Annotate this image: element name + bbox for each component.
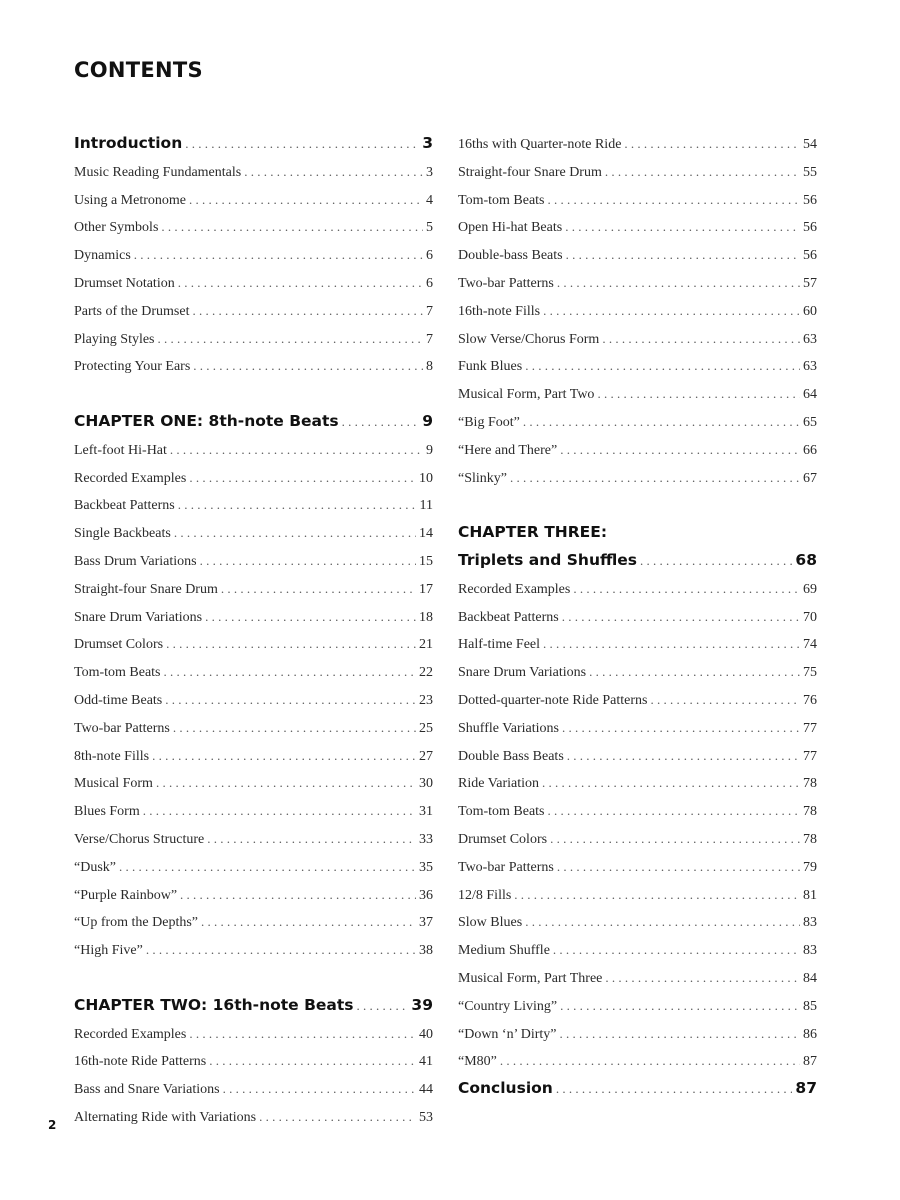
toc-entry[interactable] xyxy=(74,825,433,853)
toc-page-number: 78 xyxy=(803,776,817,792)
dot-leader xyxy=(165,686,416,714)
toc-page-number: 21 xyxy=(419,637,433,653)
toc-entry[interactable] xyxy=(74,742,433,770)
toc-page-number: 15 xyxy=(419,553,433,569)
toc-entry[interactable] xyxy=(458,575,817,603)
toc-page-number: 53 xyxy=(419,1109,433,1125)
toc-page-number: 57 xyxy=(803,275,817,291)
toc-entry[interactable] xyxy=(458,797,817,825)
toc-entry-title: Conclusion xyxy=(458,1079,553,1098)
toc-entry[interactable] xyxy=(458,297,817,325)
toc-page-number: 87 xyxy=(803,1054,817,1070)
toc-entry[interactable] xyxy=(74,241,433,269)
toc-entry-title: Musical Form, Part Three xyxy=(458,970,603,986)
dot-leader xyxy=(178,491,417,519)
dot-leader xyxy=(178,269,423,297)
toc-entry-title: 12/8 Fills xyxy=(458,887,512,903)
toc-entry[interactable] xyxy=(458,325,817,353)
toc-entry[interactable] xyxy=(458,186,817,214)
toc-entry-title: Funk Blues xyxy=(458,359,523,375)
toc-page-number: 33 xyxy=(419,831,433,847)
toc-entry-title: CHAPTER ONE: 8th-note Beats xyxy=(74,411,339,430)
toc-page-number: 8 xyxy=(426,359,433,375)
page-title: CONTENTS xyxy=(74,58,203,82)
toc-entry-title: Protecting Your Ears xyxy=(74,359,191,375)
toc-entry-title: Drumset Colors xyxy=(458,831,548,847)
toc-entry-title: Double Bass Beats xyxy=(458,748,564,764)
toc-entry-title: CHAPTER THREE: xyxy=(458,523,608,542)
toc-entry[interactable] xyxy=(458,158,817,186)
toc-page-number: 56 xyxy=(803,192,817,208)
toc-entry-title: Playing Styles xyxy=(74,331,155,347)
toc-page-number: 11 xyxy=(419,498,433,514)
toc-entry[interactable] xyxy=(74,158,433,186)
dot-leader xyxy=(342,408,420,436)
dot-leader xyxy=(189,186,423,214)
toc-entry[interactable] xyxy=(458,908,817,936)
toc-entry-title: Drumset Colors xyxy=(74,637,164,653)
toc-entry[interactable] xyxy=(458,936,817,964)
toc-entry[interactable] xyxy=(74,769,433,797)
toc-page-number: 77 xyxy=(803,748,817,764)
toc-section-heading[interactable] xyxy=(74,408,433,436)
dot-leader xyxy=(562,714,800,742)
toc-page-number: 78 xyxy=(803,804,817,820)
toc-entry-title: Shuffle Variations xyxy=(458,720,559,736)
toc-entry-title: Bass Drum Variations xyxy=(74,553,197,569)
toc-page-number: 85 xyxy=(803,998,817,1014)
toc-entry[interactable] xyxy=(458,714,817,742)
dot-leader xyxy=(560,1020,801,1048)
toc-page-number: 54 xyxy=(803,137,817,152)
toc-entry[interactable] xyxy=(74,1047,433,1075)
dot-leader xyxy=(567,742,800,770)
toc-page-number: 68 xyxy=(795,550,817,569)
page-number: 2 xyxy=(48,1118,57,1132)
toc-entry-title: CHAPTER TWO: 16th-note Beats xyxy=(74,995,354,1014)
dot-leader xyxy=(557,853,800,881)
toc-entry-title: “M80” xyxy=(458,1054,497,1070)
toc-section-heading[interactable] xyxy=(458,547,817,575)
toc-entry[interactable] xyxy=(458,464,817,492)
toc-page-number: 87 xyxy=(795,1079,817,1098)
toc-entry-title: Double-bass Beats xyxy=(458,248,563,264)
toc-page-number: 30 xyxy=(419,776,433,792)
toc-page-number: 4 xyxy=(426,192,433,208)
toc-page-number: 81 xyxy=(803,887,817,903)
toc-entry[interactable] xyxy=(74,519,433,547)
dot-leader xyxy=(624,130,800,158)
toc-entry-title: Parts of the Drumset xyxy=(74,303,190,319)
toc-page-number: 39 xyxy=(411,995,433,1014)
toc-entry[interactable] xyxy=(74,714,433,742)
toc-entry-title: 16th-note Fills xyxy=(458,303,541,319)
toc-entry-title: Two-bar Patterns xyxy=(74,720,170,736)
toc-entry[interactable] xyxy=(458,1020,817,1048)
dot-leader xyxy=(560,992,800,1020)
dot-leader xyxy=(650,686,800,714)
toc-entry-title: Dotted-quarter-note Ride Patterns xyxy=(458,692,648,708)
toc-entry-title: Blues Form xyxy=(74,804,140,820)
dot-leader xyxy=(166,630,416,658)
dot-leader xyxy=(589,658,800,686)
toc-entry-title: Verse/Chorus Structure xyxy=(74,831,205,847)
toc-entry[interactable] xyxy=(458,130,817,158)
toc-entry[interactable] xyxy=(74,575,433,603)
toc-entry[interactable] xyxy=(74,325,433,353)
dot-leader xyxy=(192,297,423,325)
toc-page-number: 25 xyxy=(419,720,433,736)
toc-entry[interactable] xyxy=(74,658,433,686)
dot-leader xyxy=(640,547,792,575)
toc-page-number: 55 xyxy=(803,164,817,180)
toc-page-number: 66 xyxy=(803,442,817,458)
toc-entry-title: Backbeat Patterns xyxy=(74,498,175,514)
toc-entry-title: “High Five” xyxy=(74,943,143,959)
toc-page-number: 79 xyxy=(803,859,817,875)
dot-leader xyxy=(209,1047,416,1075)
dot-leader xyxy=(207,825,416,853)
toc-entry-title: 16th-note Ride Patterns xyxy=(74,1054,207,1070)
toc-entry[interactable] xyxy=(458,630,817,658)
toc-entry-title: “Down ‘n’ Dirty” xyxy=(458,1026,557,1042)
toc-page-number: 86 xyxy=(803,1026,817,1042)
dot-leader xyxy=(173,714,416,742)
toc-entry[interactable] xyxy=(458,352,817,380)
dot-leader xyxy=(189,1020,416,1048)
toc-entry[interactable] xyxy=(74,881,433,909)
dot-leader xyxy=(556,1075,793,1103)
toc-page-number: 9 xyxy=(422,411,433,430)
toc-entry[interactable] xyxy=(458,853,817,881)
dot-leader xyxy=(550,825,800,853)
dot-leader xyxy=(510,464,800,492)
toc-section-heading[interactable] xyxy=(74,130,433,158)
toc-entry[interactable] xyxy=(74,547,433,575)
dot-leader xyxy=(357,992,409,1020)
toc-entry-title: Recorded Examples xyxy=(458,581,571,597)
toc-entry-title: 16ths with Quarter-note Ride xyxy=(458,137,622,152)
toc-page-number: 56 xyxy=(803,220,817,236)
toc-page-number: 7 xyxy=(426,303,433,319)
toc-entry-title: Slow Blues xyxy=(458,915,523,931)
toc-entry[interactable] xyxy=(74,269,433,297)
toc-entry-title: “Country Living” xyxy=(458,998,558,1014)
toc-entry-title: Ride Variation xyxy=(458,776,540,792)
toc-left-column xyxy=(74,130,433,1131)
toc-page-number: 83 xyxy=(803,943,817,959)
dot-leader xyxy=(152,742,416,770)
dot-leader xyxy=(542,769,800,797)
toc-entry[interactable] xyxy=(74,1103,433,1131)
dot-leader xyxy=(523,408,800,436)
toc-entry-title: Snare Drum Variations xyxy=(74,609,203,625)
toc-entry[interactable] xyxy=(458,769,817,797)
toc-page-number: 69 xyxy=(803,581,817,597)
dot-leader xyxy=(548,797,800,825)
toc-page-number: 6 xyxy=(426,248,433,264)
toc-entry-title: Recorded Examples xyxy=(74,470,187,486)
toc-page-number: 31 xyxy=(419,804,433,820)
toc-spacer xyxy=(458,491,817,519)
toc-entry[interactable] xyxy=(74,491,433,519)
dot-leader xyxy=(200,547,416,575)
toc-page-number: 67 xyxy=(803,470,817,486)
toc-page-number: 84 xyxy=(803,970,817,986)
toc-entry[interactable] xyxy=(458,742,817,770)
dot-leader xyxy=(161,213,423,241)
dot-leader xyxy=(189,464,416,492)
dot-leader xyxy=(565,213,800,241)
toc-entry[interactable] xyxy=(458,1047,817,1075)
toc-entry[interactable] xyxy=(74,464,433,492)
toc-entry-title: Two-bar Patterns xyxy=(458,275,554,291)
toc-entry-title: Left-foot Hi-Hat xyxy=(74,442,167,458)
toc-entry[interactable] xyxy=(74,936,433,964)
toc-entry[interactable] xyxy=(458,881,817,909)
dot-leader xyxy=(146,936,416,964)
toc-page-number: 60 xyxy=(803,303,817,319)
toc-entry-title: “Purple Rainbow” xyxy=(74,887,178,903)
toc-page-number: 17 xyxy=(419,581,433,597)
toc-entry[interactable] xyxy=(74,1075,433,1103)
dot-leader xyxy=(185,130,419,158)
toc-entry[interactable] xyxy=(458,380,817,408)
toc-entry[interactable] xyxy=(74,186,433,214)
toc-entry-title: Bass and Snare Variations xyxy=(74,1082,220,1098)
toc-entry-title: Drumset Notation xyxy=(74,275,175,291)
toc-page-number: 37 xyxy=(419,915,433,931)
toc-entry-title: “Slinky” xyxy=(458,470,507,486)
toc-entry-title: Tom-tom Beats xyxy=(458,192,545,208)
dot-leader xyxy=(597,380,800,408)
toc-entry-title: Straight-four Snare Drum xyxy=(74,581,218,597)
toc-page-number: 76 xyxy=(803,692,817,708)
toc-page-number: 22 xyxy=(419,665,433,681)
toc-page-number: 40 xyxy=(419,1026,433,1042)
toc-page-number: 41 xyxy=(419,1054,433,1070)
toc-page-number: 78 xyxy=(803,831,817,847)
dot-leader xyxy=(244,158,423,186)
toc-page-number: 18 xyxy=(419,609,433,625)
toc-entry[interactable] xyxy=(74,213,433,241)
toc-entry[interactable] xyxy=(74,297,433,325)
toc-page-number: 14 xyxy=(419,526,433,542)
toc-entry-title: 8th-note Fills xyxy=(74,748,150,764)
toc-entry[interactable] xyxy=(74,436,433,464)
toc-entry-title: Music Reading Fundamentals xyxy=(74,164,242,180)
dot-leader xyxy=(119,853,416,881)
toc-entry[interactable] xyxy=(74,853,433,881)
toc-entry-title: Half-time Feel xyxy=(458,637,541,653)
dot-leader xyxy=(205,603,416,631)
dot-leader xyxy=(221,575,416,603)
toc-entry-title: Backbeat Patterns xyxy=(458,609,559,625)
toc-page-number: 7 xyxy=(426,331,433,347)
toc-page-number: 3 xyxy=(426,164,433,180)
toc-page-number: 77 xyxy=(803,720,817,736)
toc-page-number: 64 xyxy=(803,387,817,403)
toc-entry-title: Introduction xyxy=(74,134,183,152)
toc-spacer xyxy=(74,380,433,408)
dot-leader xyxy=(525,352,800,380)
toc-right-column xyxy=(458,130,817,1103)
toc-page-number: 27 xyxy=(419,748,433,764)
dot-leader xyxy=(158,325,423,353)
dot-leader xyxy=(525,908,800,936)
dot-leader xyxy=(605,964,800,992)
toc-entry-title: Other Symbols xyxy=(74,220,159,236)
toc-entry[interactable] xyxy=(74,603,433,631)
toc-entry-title: “Big Foot” xyxy=(458,414,520,430)
toc-section-heading[interactable] xyxy=(74,992,433,1020)
toc-entry[interactable] xyxy=(74,686,433,714)
toc-entry-title: “Here and There” xyxy=(458,442,558,458)
toc-entry-title: Odd-time Beats xyxy=(74,692,163,708)
toc-page-number: 36 xyxy=(419,887,433,903)
dot-leader xyxy=(573,575,800,603)
toc-entry[interactable] xyxy=(458,658,817,686)
dot-leader xyxy=(560,436,800,464)
dot-leader xyxy=(143,797,416,825)
dot-leader xyxy=(500,1047,800,1075)
toc-page-number: 65 xyxy=(803,414,817,430)
toc-entry-title: Straight-four Snare Drum xyxy=(458,164,602,180)
toc-page-number: 38 xyxy=(419,943,433,959)
toc-entry-title: Musical Form, Part Two xyxy=(458,387,595,403)
dot-leader xyxy=(602,325,800,353)
dot-leader xyxy=(156,769,416,797)
dot-leader xyxy=(193,352,423,380)
toc-entry[interactable] xyxy=(74,797,433,825)
toc-entry-title: Open Hi-hat Beats xyxy=(458,220,563,236)
dot-leader xyxy=(566,241,800,269)
toc-entry[interactable] xyxy=(458,213,817,241)
toc-page-number: 70 xyxy=(803,609,817,625)
toc-entry-title: Musical Form xyxy=(74,776,153,792)
toc-entry[interactable] xyxy=(74,908,433,936)
toc-page-number: 63 xyxy=(803,359,817,375)
toc-page-number: 74 xyxy=(803,637,817,653)
dot-leader xyxy=(605,158,800,186)
toc-page-number: 75 xyxy=(803,665,817,681)
toc-section-heading[interactable] xyxy=(458,519,817,547)
dot-leader xyxy=(134,241,423,269)
dot-leader xyxy=(562,603,800,631)
toc-page-number: 63 xyxy=(803,331,817,347)
toc-entry-title: Two-bar Patterns xyxy=(458,859,554,875)
toc-spacer xyxy=(74,964,433,992)
toc-entry[interactable] xyxy=(458,825,817,853)
toc-page-number: 6 xyxy=(426,275,433,291)
toc-entry[interactable] xyxy=(458,269,817,297)
dot-leader xyxy=(553,936,800,964)
toc-entry-title: Dynamics xyxy=(74,248,131,264)
toc-entry-title: Tom-tom Beats xyxy=(74,665,161,681)
toc-entry-title: Triplets and Shuffles xyxy=(458,550,638,569)
toc-entry[interactable] xyxy=(74,1020,433,1048)
toc-entry-title: Single Backbeats xyxy=(74,526,171,542)
toc-entry[interactable] xyxy=(458,408,817,436)
toc-page-number: 35 xyxy=(419,859,433,875)
toc-entry-title: Tom-tom Beats xyxy=(458,804,545,820)
toc-entry-title: Medium Shuffle xyxy=(458,943,550,959)
toc-page-number: 9 xyxy=(426,442,433,458)
dot-leader xyxy=(543,297,800,325)
toc-entry[interactable] xyxy=(74,630,433,658)
dot-leader xyxy=(201,908,416,936)
dot-leader xyxy=(164,658,416,686)
toc-entry-title: Recorded Examples xyxy=(74,1026,187,1042)
toc-entry[interactable] xyxy=(458,603,817,631)
toc-entry[interactable] xyxy=(458,686,817,714)
toc-entry-title: Using a Metronome xyxy=(74,192,186,208)
dot-leader xyxy=(543,630,800,658)
dot-leader xyxy=(548,186,800,214)
dot-leader xyxy=(180,881,416,909)
toc-page-number: 3 xyxy=(422,134,433,152)
toc-entry-title: Slow Verse/Chorus Form xyxy=(458,331,600,347)
dot-leader xyxy=(170,436,423,464)
toc-entry[interactable] xyxy=(74,352,433,380)
dot-leader xyxy=(514,881,800,909)
toc-page-number: 56 xyxy=(803,248,817,264)
dot-leader xyxy=(259,1103,416,1131)
toc-page-number: 10 xyxy=(419,470,433,486)
toc-entry[interactable] xyxy=(458,992,817,1020)
dot-leader xyxy=(223,1075,416,1103)
toc-entry[interactable] xyxy=(458,436,817,464)
toc-entry-title: “Dusk” xyxy=(74,859,116,875)
toc-entry-title: Snare Drum Variations xyxy=(458,665,587,681)
toc-entry[interactable] xyxy=(458,241,817,269)
toc-section-heading[interactable] xyxy=(458,1075,817,1103)
toc-page-number: 5 xyxy=(426,220,433,236)
toc-page-number: 44 xyxy=(419,1082,433,1098)
dot-leader xyxy=(557,269,800,297)
toc-entry-title: “Up from the Depths” xyxy=(74,915,199,931)
toc-entry[interactable] xyxy=(458,964,817,992)
toc-page-number: 23 xyxy=(419,692,433,708)
toc-entry-title: Alternating Ride with Variations xyxy=(74,1109,257,1125)
toc-page-number: 83 xyxy=(803,915,817,931)
dot-leader xyxy=(174,519,416,547)
